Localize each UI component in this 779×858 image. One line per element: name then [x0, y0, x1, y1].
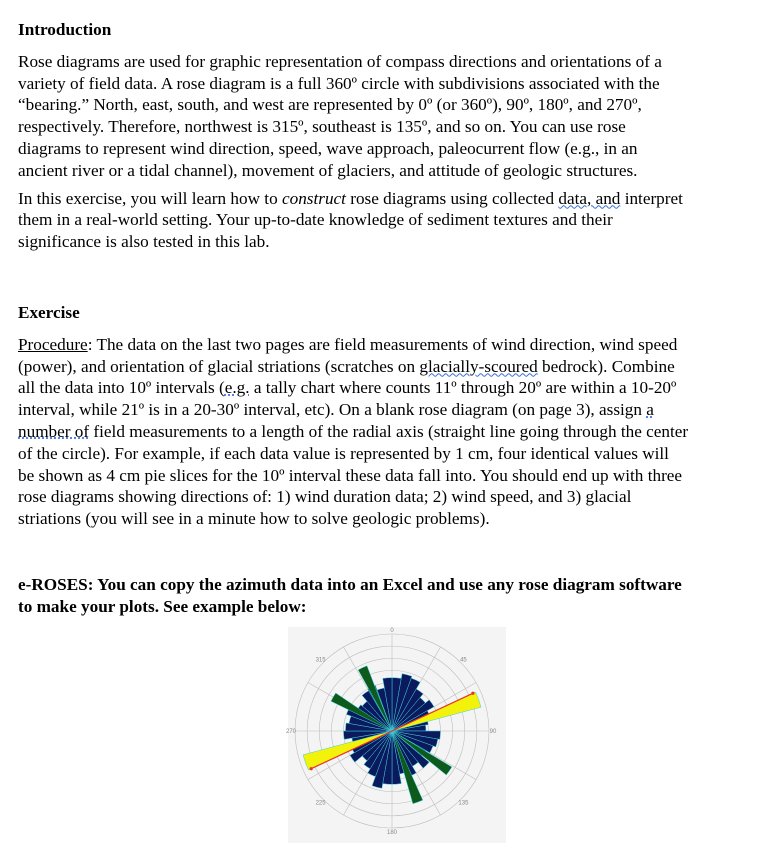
grammar-flag[interactable]: data, and — [558, 188, 621, 208]
introduction-heading: Introduction — [18, 20, 112, 39]
grammar-flag[interactable]: e.g. — [224, 378, 250, 398]
procedure-label: Procedure — [18, 334, 88, 354]
angle-label: 135 — [458, 800, 469, 807]
text-line: significance is also tested in this lab. — [18, 232, 270, 252]
text: (power), and orientation of glacial striations (scratches on — [18, 356, 420, 376]
intro-paragraph-1 — [18, 51, 778, 182]
text: In this exercise, you will learn how to — [18, 188, 282, 208]
text: bedrock). Combine — [537, 356, 675, 376]
angle-label: 270 — [285, 729, 297, 735]
text-line: them in a real-world setting. Your up-to-date knowledge of sediment textures and their — [18, 210, 613, 230]
exercise-heading: Exercise — [18, 303, 80, 322]
text-line: e-ROSES: You can copy the azimuth data into an Excel and use any rose diagram software — [18, 575, 682, 594]
text-line — [18, 334, 778, 356]
trend-line-end — [471, 692, 474, 695]
angle-label: 315 — [315, 657, 326, 664]
text: interpret — [620, 188, 683, 208]
angle-label: 180 — [386, 830, 398, 836]
text-line — [18, 356, 778, 378]
angle-label: 90 — [489, 729, 497, 735]
text-line: of the circle). For example, if each data value is represented by 1 cm, four identical values will — [18, 443, 669, 463]
text-line: to make your plots. See example below: — [18, 596, 307, 616]
text-line: be shown as 4 cm pie slices for the 10º interval these data fall into. You should end up with three — [18, 465, 683, 485]
spelling-flag[interactable]: glacially-scoured — [419, 356, 538, 376]
text: interval, while 21º is in a 20-30º interval, etc). On a blank rose diagram (on page 3), assign — [18, 400, 647, 420]
text-line: “bearing.” North, east, south, and west are represented by 0º (or 360º), 90º, 180º, and 270º, — [18, 95, 642, 115]
grammar-flag[interactable]: number of — [18, 421, 90, 441]
text-line: ancient river or a tidal channel), movement of glaciers, and attitude of geologic structures. — [18, 160, 638, 180]
angle-label: 0 — [390, 628, 394, 634]
text-line: striations (you will see in a minute how to solve geologic problems). — [18, 509, 490, 529]
text-line — [18, 377, 778, 399]
text-line — [18, 399, 778, 421]
text-line — [18, 421, 778, 443]
text: rose diagrams using collected — [345, 188, 559, 208]
exercise-section — [18, 302, 778, 530]
text: all the data into 10º intervals ( — [18, 378, 225, 398]
emphasis: construct — [281, 188, 346, 208]
text-line: variety of field data. A rose diagram is a full 360º circle with subdivisions associated with the — [18, 73, 660, 93]
introduction-section — [18, 19, 778, 253]
text: : The data on the last two pages are field measurements of wind direction, wind speed — [87, 334, 678, 354]
text-line: rose diagrams showing directions of: 1) wind duration data; 2) wind speed, and 3) glacial — [18, 487, 632, 507]
angle-label: 225 — [315, 800, 326, 807]
text: field measurements to a length of the radial axis (straight line going through the center — [89, 421, 689, 441]
text: a tally chart where counts 11º through 20º are within a 10-20º — [249, 378, 677, 398]
procedure-paragraph — [18, 334, 778, 530]
grammar-flag[interactable]: a — [646, 400, 654, 420]
text-line: diagrams to represent wind direction, speed, wave approach, paleocurrent flow (e.g., in an — [18, 138, 638, 158]
intro-paragraph-2 — [18, 188, 778, 253]
text-line: respectively. Therefore, northwest is 315º, southeast is 135º, and so on. You can use rose — [18, 117, 626, 137]
trend-line-end — [310, 767, 313, 770]
text-line — [18, 188, 778, 210]
text-line: Rose diagrams are used for graphic representation of compass directions and orientations of a — [18, 51, 662, 71]
angle-label: 45 — [460, 657, 467, 664]
rose-diagram-example — [285, 627, 506, 843]
e-roses-note — [18, 574, 778, 618]
